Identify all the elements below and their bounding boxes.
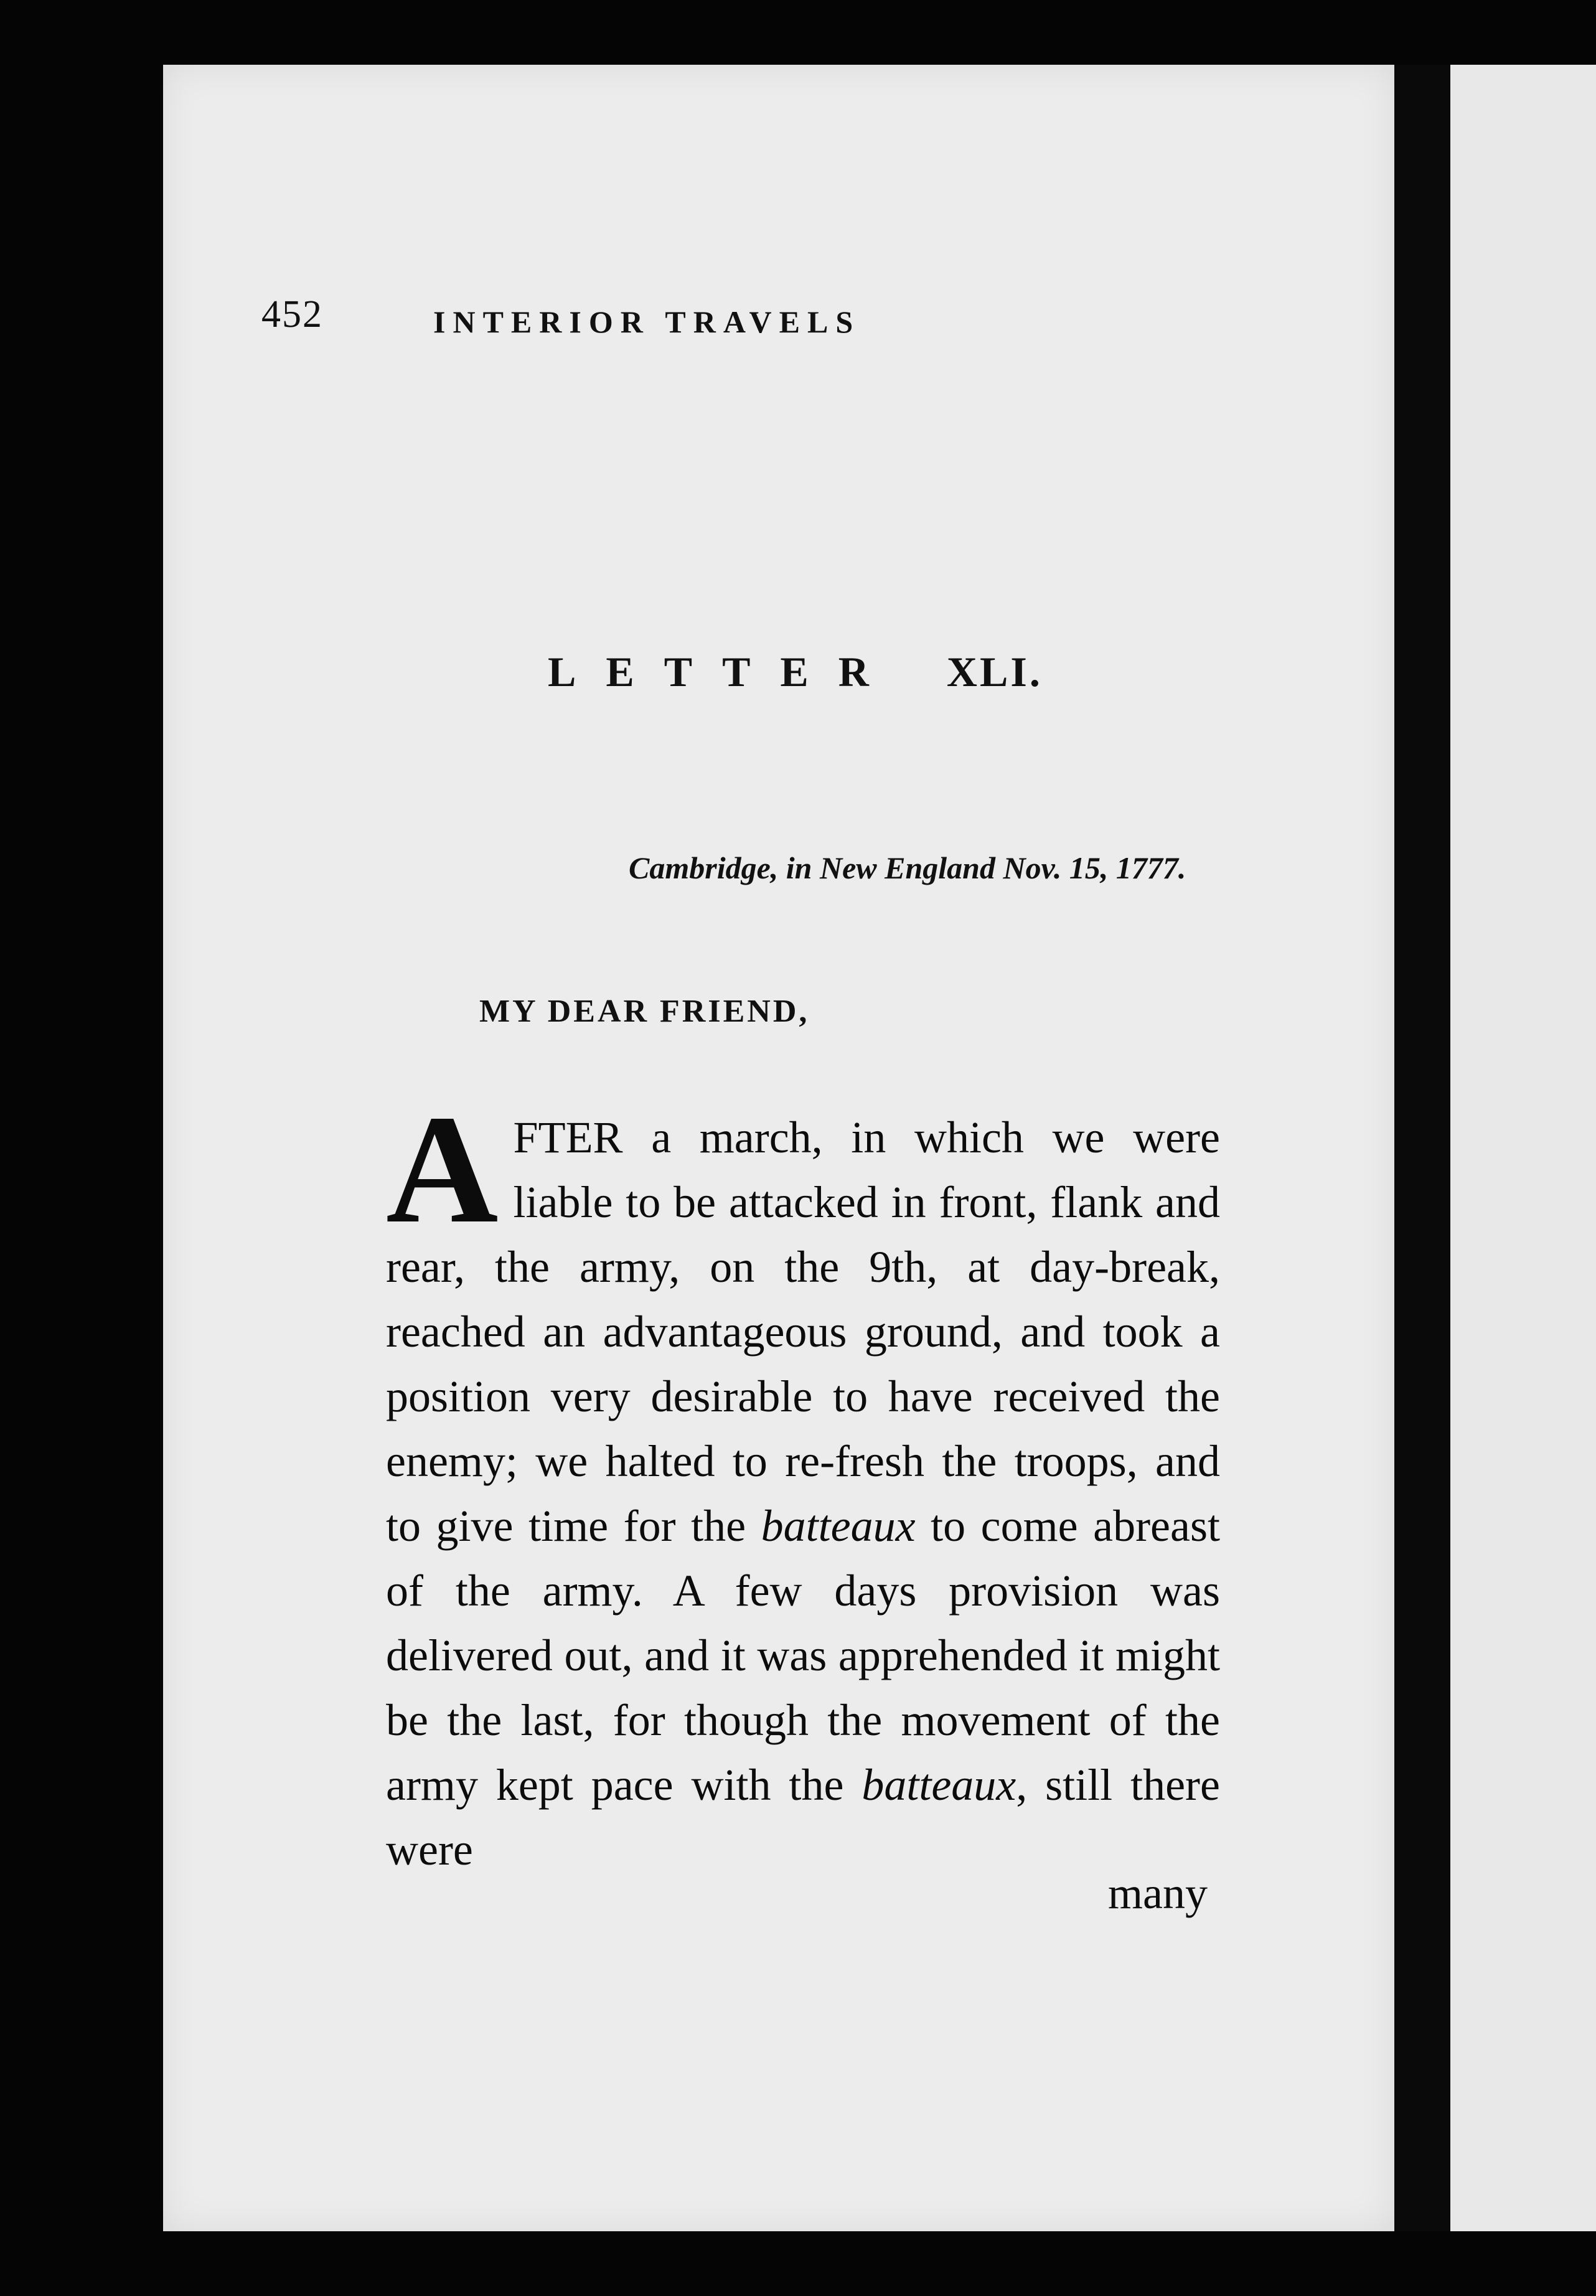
drop-cap: A: [386, 1083, 499, 1256]
body-text-1: a march, in which we were liable to be attacked in front, flank and rear, the army, on the 9th, at day-break, reached an advantageous ground, and took a position very desirable to have received the enemy; we halted to re-fresh the troops, and to give time for the: [386, 1113, 1220, 1551]
page-header: [261, 293, 1145, 361]
facing-page-edge: [1450, 65, 1596, 2231]
letter-title-number: XLI.: [946, 648, 1043, 695]
italic-term-2: batteaux: [861, 1760, 1016, 1810]
letter-title-word: LETTER: [548, 648, 899, 695]
body-text-3: , still there were: [386, 1760, 1220, 1875]
opening-caps: FTER: [513, 1113, 623, 1162]
italic-term-1: batteaux: [761, 1501, 916, 1551]
catchword: many: [1108, 1868, 1208, 1918]
running-head: INTERIOR TRAVELS: [433, 304, 861, 339]
body-text-2: to come abreast of the army. A few days provision was delivered out, and it was apprehended it might be the last, for though the movement of the army kept pace with the: [386, 1501, 1220, 1810]
page-number: 452: [261, 293, 323, 336]
page-gutter: [1394, 65, 1450, 2231]
salutation: MY DEAR FRIEND,: [479, 994, 810, 1029]
letter-title: [548, 647, 1232, 710]
dateline: Cambridge, in New England Nov. 15, 1777.: [629, 850, 1186, 885]
letter-body: [386, 1083, 1220, 1882]
